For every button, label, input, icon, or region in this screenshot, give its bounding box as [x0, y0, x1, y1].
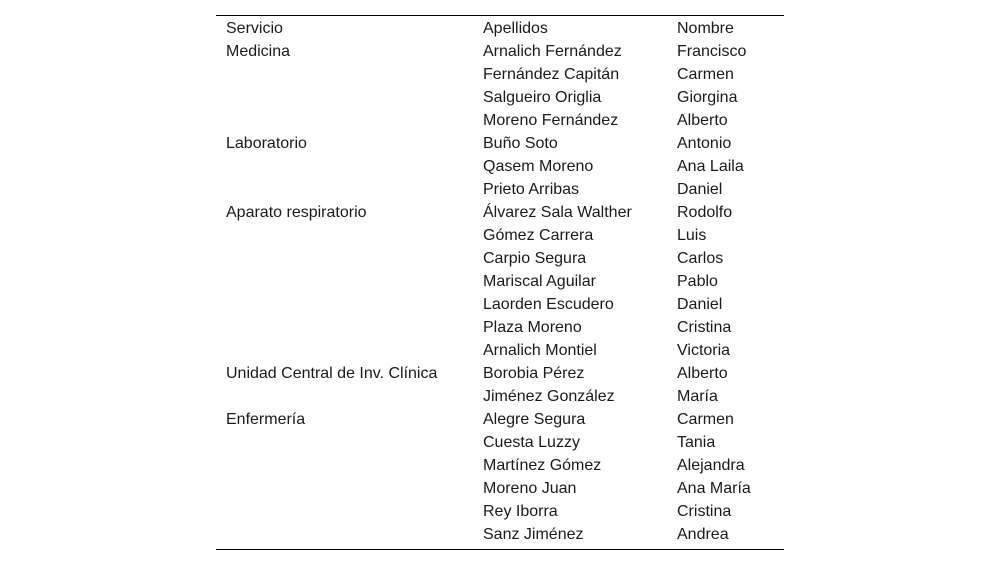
- cell-nombre: Daniel: [677, 296, 723, 313]
- cell-servicio: [216, 385, 483, 408]
- cell-nombre: Alberto: [677, 365, 728, 382]
- cell-nombre: Rodolfo: [677, 204, 733, 221]
- cell-servicio: [216, 270, 483, 293]
- cell-apellidos: Laorden Escudero: [483, 296, 614, 313]
- table-row: [216, 178, 784, 201]
- cell-nombre: Giorgina: [677, 89, 738, 106]
- cell-nombre: Cristina: [677, 319, 732, 336]
- cell-servicio: Aparato respiratorio: [226, 204, 367, 221]
- cell-apellidos: Fernández Capitán: [483, 66, 620, 83]
- table-row: [216, 132, 784, 155]
- cell-nombre: Antonio: [677, 135, 732, 152]
- staff-table-body: [216, 16, 784, 549]
- cell-apellidos: Salgueiro Origlia: [483, 89, 602, 106]
- cell-servicio: Laboratorio: [226, 135, 307, 152]
- cell-apellidos: Plaza Moreno: [483, 319, 582, 336]
- cell-nombre: Cristina: [677, 503, 732, 520]
- cell-nombre: Francisco: [677, 43, 747, 60]
- cell-servicio: [216, 178, 483, 201]
- table-row: [216, 155, 784, 178]
- cell-apellidos: Rey Iborra: [483, 503, 558, 520]
- cell-nombre: Alejandra: [677, 457, 745, 474]
- cell-servicio: [216, 155, 483, 178]
- table-row: [216, 408, 784, 431]
- table-row: [216, 477, 784, 500]
- cell-servicio: [216, 293, 483, 316]
- table-row: [216, 339, 784, 362]
- table-row: [216, 224, 784, 247]
- table-row: [216, 40, 784, 63]
- cell-servicio: Medicina: [226, 43, 291, 60]
- cell-servicio: [216, 224, 483, 247]
- cell-apellidos: Sanz Jiménez: [483, 526, 584, 543]
- cell-nombre: Carmen: [677, 411, 734, 428]
- cell-apellidos: Martínez Gómez: [483, 457, 602, 474]
- cell-apellidos: Álvarez Sala Walther: [483, 204, 632, 221]
- cell-apellidos: Cuesta Luzzy: [483, 434, 580, 451]
- cell-servicio: [216, 523, 483, 549]
- cell-nombre: Tania: [677, 434, 716, 451]
- staff-table: [216, 16, 784, 549]
- cell-nombre: Victoria: [677, 342, 731, 359]
- table-row: [216, 362, 784, 385]
- table-row: [216, 500, 784, 523]
- table-row: [216, 247, 784, 270]
- cell-apellidos: Carpio Segura: [483, 250, 587, 267]
- cell-servicio: [216, 477, 483, 500]
- table-row: [216, 201, 784, 224]
- cell-apellidos: Buño Soto: [483, 135, 558, 152]
- table-row: [216, 63, 784, 86]
- cell-nombre: Carlos: [677, 250, 724, 267]
- table-row: [216, 316, 784, 339]
- cell-apellidos: Moreno Juan: [483, 480, 577, 497]
- cell-apellidos: Moreno Fernández: [483, 112, 619, 129]
- table-row: [216, 270, 784, 293]
- table-row: [216, 109, 784, 132]
- header-apellidos: Apellidos: [483, 20, 548, 37]
- cell-servicio: [216, 339, 483, 362]
- table-row: [216, 385, 784, 408]
- cell-apellidos: Mariscal Aguilar: [483, 273, 596, 290]
- cell-servicio: [216, 109, 483, 132]
- cell-servicio: [216, 500, 483, 523]
- cell-servicio: [216, 247, 483, 270]
- table-row: [216, 454, 784, 477]
- cell-servicio: [216, 316, 483, 339]
- cell-apellidos: Borobia Pérez: [483, 365, 585, 382]
- staff-table-container: [216, 15, 784, 550]
- cell-servicio: [216, 86, 483, 109]
- cell-nombre: Ana María: [677, 480, 751, 497]
- cell-apellidos: Jiménez González: [483, 388, 615, 405]
- cell-apellidos: Arnalich Fernández: [483, 43, 622, 60]
- cell-nombre: Andrea: [677, 526, 729, 543]
- table-row: [216, 293, 784, 316]
- cell-nombre: Carmen: [677, 66, 734, 83]
- cell-nombre: Pablo: [677, 273, 718, 290]
- cell-apellidos: Qasem Moreno: [483, 158, 594, 175]
- cell-nombre: Alberto: [677, 112, 728, 129]
- header-servicio: Servicio: [226, 20, 283, 37]
- cell-nombre: Ana Laila: [677, 158, 744, 175]
- cell-servicio: Unidad Central de Inv. Clínica: [226, 365, 438, 382]
- cell-apellidos: Prieto Arribas: [483, 181, 580, 198]
- cell-apellidos: Arnalich Montiel: [483, 342, 597, 359]
- table-row: [216, 86, 784, 109]
- cell-nombre: María: [677, 388, 718, 405]
- cell-nombre: Daniel: [677, 181, 723, 198]
- header-nombre: Nombre: [677, 20, 734, 37]
- table-header-row: [216, 16, 784, 40]
- table-row: [216, 523, 784, 549]
- cell-apellidos: Gómez Carrera: [483, 227, 594, 244]
- table-row: [216, 431, 784, 454]
- cell-servicio: Enfermería: [226, 411, 306, 428]
- cell-nombre: Luis: [677, 227, 707, 244]
- cell-servicio: [216, 63, 483, 86]
- cell-servicio: [216, 454, 483, 477]
- cell-servicio: [216, 431, 483, 454]
- cell-apellidos: Alegre Segura: [483, 411, 586, 428]
